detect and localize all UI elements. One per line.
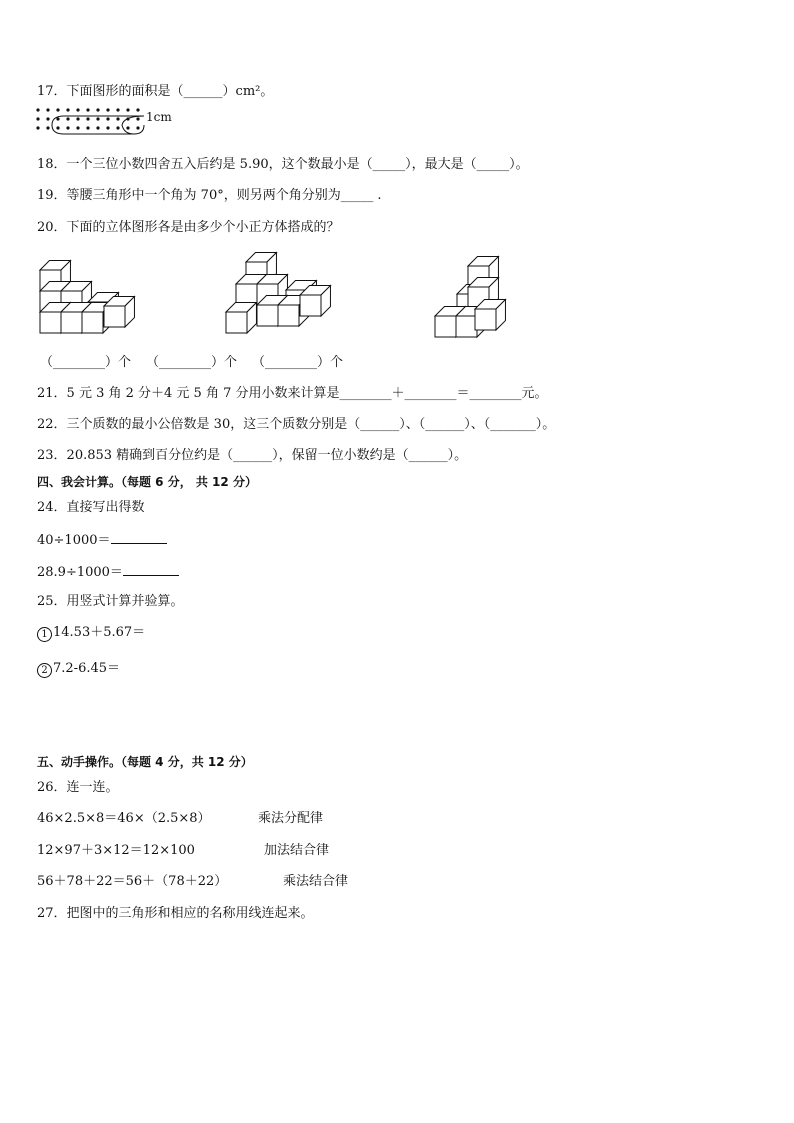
grid-dot <box>116 108 119 111</box>
question-26: 26．连一连。 <box>37 780 119 795</box>
answer-blank[interactable] <box>123 563 179 576</box>
grid-dot <box>96 108 99 111</box>
grid-dot <box>106 117 109 120</box>
section-5-title: 五、动手操作。（每题 4 分，共 12 分） <box>37 755 253 769</box>
match-left-3[interactable]: 56＋78＋22＝56＋（78＋22） <box>37 874 228 889</box>
cube-face <box>456 316 477 337</box>
grid-dot <box>66 108 69 111</box>
answer-blank[interactable] <box>111 531 167 544</box>
grid-dot <box>56 117 59 120</box>
grid-dot <box>126 126 129 129</box>
match-right-1[interactable]: 乘法分配律 <box>258 811 324 826</box>
grid-dot <box>136 126 139 129</box>
calc-expr: 7.2-6.45＝ <box>53 661 121 676</box>
grid-dot <box>56 126 59 129</box>
grid-dot <box>86 126 89 129</box>
circled-number: 2 <box>37 663 52 678</box>
cube-figure-1 <box>38 254 138 344</box>
grid-dot <box>66 117 69 120</box>
vertical-calc-1 <box>37 625 145 642</box>
cube-face <box>475 309 496 330</box>
question-19: 19．等腰三角形中一个角为 70°，则另两个角分别为_____ . <box>37 188 382 203</box>
cube-face <box>104 306 125 327</box>
question-27: 27．把图中的三角形和相应的名称用线连起来。 <box>37 906 314 921</box>
cube-face <box>40 312 61 333</box>
cube-face <box>82 312 103 333</box>
grid-dot <box>66 126 69 129</box>
grid-dot <box>136 108 139 111</box>
grid-dot <box>106 126 109 129</box>
question-21: 21．5 元 3 角 2 分＋4 元 5 角 7 分用小数来计算是________＋________＝________元。 <box>37 386 548 401</box>
circled-number: 1 <box>37 627 52 642</box>
cube-face <box>61 312 82 333</box>
cube-face <box>226 312 247 333</box>
question-18: 18．一个三位小数四舍五入后约是 5.90，这个数最小是（_____），最大是（_____）。 <box>37 157 529 172</box>
match-left-1[interactable]: 46×2.5×8＝46×（2.5×8） <box>37 811 211 826</box>
grid-dot <box>96 126 99 129</box>
question-17: 17．下面图形的面积是（______）cm²。 <box>37 84 274 99</box>
calc-expr: 14.53＋5.67＝ <box>53 625 146 640</box>
vertical-calc-2 <box>37 661 120 678</box>
match-left-2[interactable]: 12×97＋3×12＝12×100 <box>37 843 195 858</box>
grid-dot <box>116 126 119 129</box>
grid-dot <box>46 108 49 111</box>
question-20: 20．下面的立体图形各是由多少个小正方体搭成的？ <box>37 220 340 235</box>
grid-dot <box>46 117 49 120</box>
grid-dot <box>86 108 89 111</box>
cube-face <box>435 316 456 337</box>
grid-dot <box>96 117 99 120</box>
calc-expr: 28.9÷1000＝ <box>37 565 123 580</box>
match-right-2[interactable]: 加法结合律 <box>264 843 330 858</box>
cube-face <box>278 305 299 326</box>
grid-dot <box>36 117 39 120</box>
section-4-title: 四、我会计算。（每题 6 分， 共 12 分） <box>37 475 257 489</box>
grid-dot <box>136 117 139 120</box>
calc-item-2 <box>37 563 179 581</box>
answer-blank-1[interactable]: （________）个 <box>40 355 132 370</box>
question-23: 23．20.853 精确到百分位约是（______），保留一位小数约是（______）。 <box>37 448 468 463</box>
question-25: 25．用竖式计算并验算。 <box>37 594 184 609</box>
question-24: 24．直接写出得数 <box>37 500 145 515</box>
dot-grid-figure <box>34 108 154 138</box>
grid-dot <box>36 108 39 111</box>
grid-dot <box>76 108 79 111</box>
cube-face <box>236 284 257 305</box>
cube-face <box>300 295 321 316</box>
cube-face <box>257 305 278 326</box>
answer-blank-2[interactable]: （________）个 <box>146 355 238 370</box>
grid-dot <box>46 126 49 129</box>
grid-dot <box>116 117 119 120</box>
grid-dot <box>76 126 79 129</box>
cube-figure-2 <box>224 250 334 340</box>
match-right-3[interactable]: 乘法结合律 <box>283 874 349 889</box>
unit-label: 1cm <box>146 110 172 124</box>
cube-figure-3 <box>433 254 513 344</box>
grid-dot <box>76 117 79 120</box>
grid-dot <box>56 108 59 111</box>
answer-blank-3[interactable]: （________）个 <box>252 355 344 370</box>
grid-dot <box>86 117 89 120</box>
question-22: 22．三个质数的最小公倍数是 30，这三个质数分别是（______）、（______）、（_______）。 <box>37 417 556 432</box>
grid-dot <box>36 126 39 129</box>
grid-dot <box>106 108 109 111</box>
calc-expr: 40÷1000＝ <box>37 533 111 548</box>
calc-item-1 <box>37 531 167 549</box>
grid-dot <box>126 108 129 111</box>
